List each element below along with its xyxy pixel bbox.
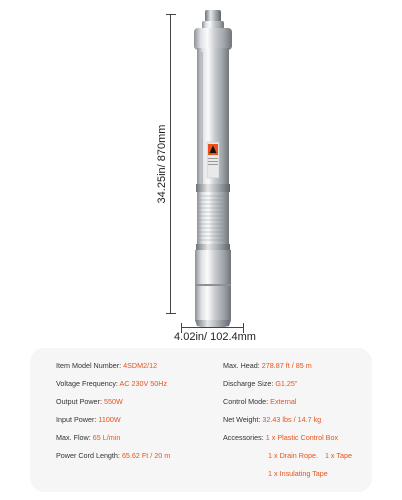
spec-row — [223, 361, 312, 371]
accessory-item: 1 x Insulating Tape — [268, 469, 328, 478]
spec-value: 4SDM2/12 — [123, 361, 158, 370]
spec-row — [56, 433, 120, 443]
spec-row — [56, 379, 167, 389]
spec-row — [223, 415, 321, 425]
spec-row — [56, 415, 121, 425]
spec-value: 65 L/min — [92, 433, 121, 442]
spec-value: 32.43 lbs / 14.7 kg — [262, 415, 322, 424]
spec-value: 278.87 ft / 85 m — [261, 361, 312, 370]
spec-label: Discharge Size: — [223, 379, 274, 388]
spec-value: G1.25" — [275, 379, 298, 388]
spec-value: External — [270, 397, 297, 406]
accessory-item: 1 x Plastic Control Box — [265, 433, 339, 442]
spec-label: Max. Flow: — [56, 433, 91, 442]
spec-value: AC 230V 50Hz — [119, 379, 168, 388]
spec-value: 65.62 Ft / 20 m — [121, 451, 171, 460]
spec-label: Net Weight: — [223, 415, 261, 424]
accessories-row — [223, 433, 338, 443]
accessories-row — [268, 451, 352, 461]
spec-row — [223, 379, 297, 389]
spec-row — [56, 397, 123, 407]
spec-value: 550W — [103, 397, 123, 406]
spec-label: Input Power: — [56, 415, 97, 424]
spec-label: Item Model Number: — [56, 361, 122, 370]
spec-label: Voltage Frequency: — [56, 379, 118, 388]
height-dimension-label: 34.25in/ 870mm — [156, 124, 168, 204]
spec-row — [56, 451, 170, 461]
accessories-label: Accessories: — [223, 433, 264, 442]
spec-label: Output Power: — [56, 397, 102, 406]
accessories-row — [268, 469, 328, 479]
spec-row — [56, 361, 157, 371]
submersible-pump-image — [180, 8, 246, 330]
spec-label: Power Cord Length: — [56, 451, 120, 460]
width-dimension-label: 4.02in/ 102.4mm — [174, 331, 256, 343]
spec-card — [30, 348, 372, 492]
spec-row — [223, 397, 297, 407]
accessory-item: 1 x Drain Rope. — [268, 451, 318, 460]
spec-value: 1100W — [98, 415, 121, 424]
spec-label: Max. Head: — [223, 361, 260, 370]
accessory-item: 1 x Tape — [324, 451, 352, 460]
spec-label: Control Mode: — [223, 397, 269, 406]
